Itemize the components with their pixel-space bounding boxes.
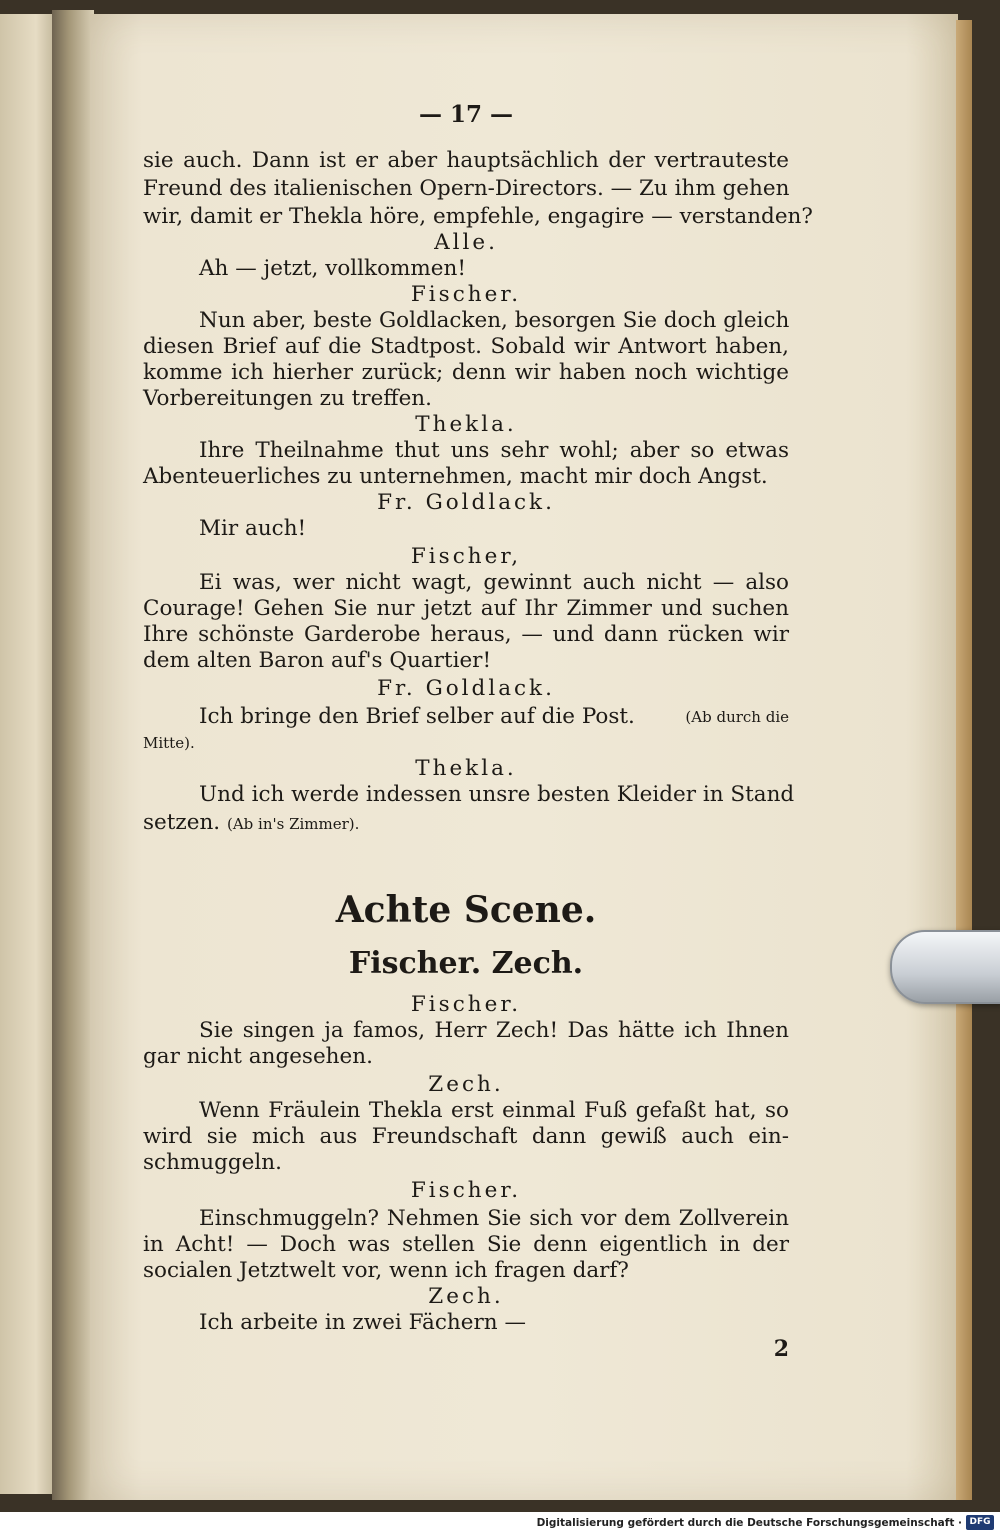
text-line — [143, 810, 789, 836]
text-line: Mir auch! — [199, 516, 307, 541]
speech-text: Ich bringe den Brief selber auf die Post. — [199, 704, 635, 729]
text-line: in Acht! — Doch was stellen Sie denn eigentlich in der — [143, 1232, 789, 1257]
scene-persons: Fischer. Zech. — [348, 946, 584, 981]
text-line: Ah — jetzt, vollkommen! — [199, 256, 467, 281]
text-line: Vorbereitungen zu treffen. — [143, 386, 432, 411]
text-line: schmuggeln. — [143, 1150, 282, 1175]
page-edge — [956, 20, 972, 1500]
stage-direction: (Ab durch die — [685, 708, 789, 726]
left-page-edge — [0, 14, 60, 1494]
page-clip — [890, 930, 1000, 1004]
text-line: Courage! Gehen Sie nur jetzt auf Ihr Zimmer und suchen — [143, 596, 789, 621]
text-line: socialen Jetztwelt vor, wenn ich fragen darf? — [143, 1258, 629, 1283]
text-line: Nun aber, beste Goldlacken, besorgen Sie doch gleich — [199, 308, 790, 333]
stage-direction: (Ab in's Zimmer). — [226, 815, 360, 833]
speaker-alle: Alle. — [434, 230, 498, 255]
text-line: Ich arbeite in zwei Fächern — — [199, 1310, 526, 1335]
text-line: gar nicht angesehen. — [143, 1044, 373, 1069]
speaker-fischer: Fischer. — [410, 282, 522, 307]
text-line: dem alten Baron auf's Quartier! — [143, 648, 492, 673]
text-line: Ihre Theilnahme thut uns sehr wohl; aber so etwas — [199, 438, 789, 463]
speaker-zech: Zech. — [428, 1284, 504, 1309]
text-line: Ei was, wer nicht wagt, gewinnt auch nicht — also — [199, 570, 789, 595]
speaker-goldlack: Fr. Goldlack. — [377, 490, 555, 515]
speaker-fischer: Fischer. — [410, 1178, 522, 1203]
book-gutter — [52, 10, 94, 1500]
text-line: sie auch. Dann ist er aber hauptsächlich der vertrauteste — [143, 148, 789, 173]
text-line: Wenn Fräulein Thekla erst einmal Fuß gefaßt hat, so — [199, 1098, 789, 1123]
text-line: Freund des italienischen Opern-Directors. — Zu ihm gehen — [143, 176, 790, 201]
text-line: Und ich werde indessen unsre besten Kleider in Stand — [199, 782, 795, 807]
text-line — [143, 704, 789, 730]
signature-mark: 2 — [773, 1336, 789, 1362]
speaker-thekla: Thekla. — [415, 756, 517, 781]
text-line: diesen Brief auf die Stadtpost. Sobald wir Antwort haben, — [143, 334, 789, 359]
speaker-goldlack: Fr. Goldlack. — [377, 676, 555, 701]
speaker-thekla: Thekla. — [415, 412, 517, 437]
text-line: wird sie mich aus Freundschaft dann gewiß auch ein- — [143, 1124, 789, 1149]
text-line: Sie singen ja famos, Herr Zech! Das hätte ich Ihnen — [199, 1018, 789, 1043]
speaker-fischer: Fischer. — [410, 992, 522, 1017]
dfg-logo-icon: DFG — [966, 1515, 994, 1530]
speech-text: setzen. — [143, 810, 221, 835]
page-number: — 17 — — [418, 101, 514, 128]
text-line: Ihre schönste Garderobe heraus, — und dann rücken wir — [143, 622, 789, 647]
stage-direction: Mitte). — [143, 734, 195, 752]
scene-title: Achte Scene. — [335, 889, 597, 931]
text-line: komme ich hierher zurück; denn wir haben noch wichtige — [143, 360, 789, 385]
text-line: Einschmuggeln? Nehmen Sie sich vor dem Zollverein — [199, 1206, 789, 1231]
text-line: wir, damit er Thekla höre, empfehle, engagire — verstanden? — [143, 204, 813, 229]
speaker-zech: Zech. — [428, 1072, 504, 1097]
footer-credit: Digitalisierung gefördert durch die Deutsche Forschungsgemeinschaft · — [536, 1517, 962, 1529]
speaker-fischer: Fischer, — [410, 544, 522, 569]
text-line: Abenteuerliches zu unternehmen, macht mir doch Angst. — [143, 464, 768, 489]
